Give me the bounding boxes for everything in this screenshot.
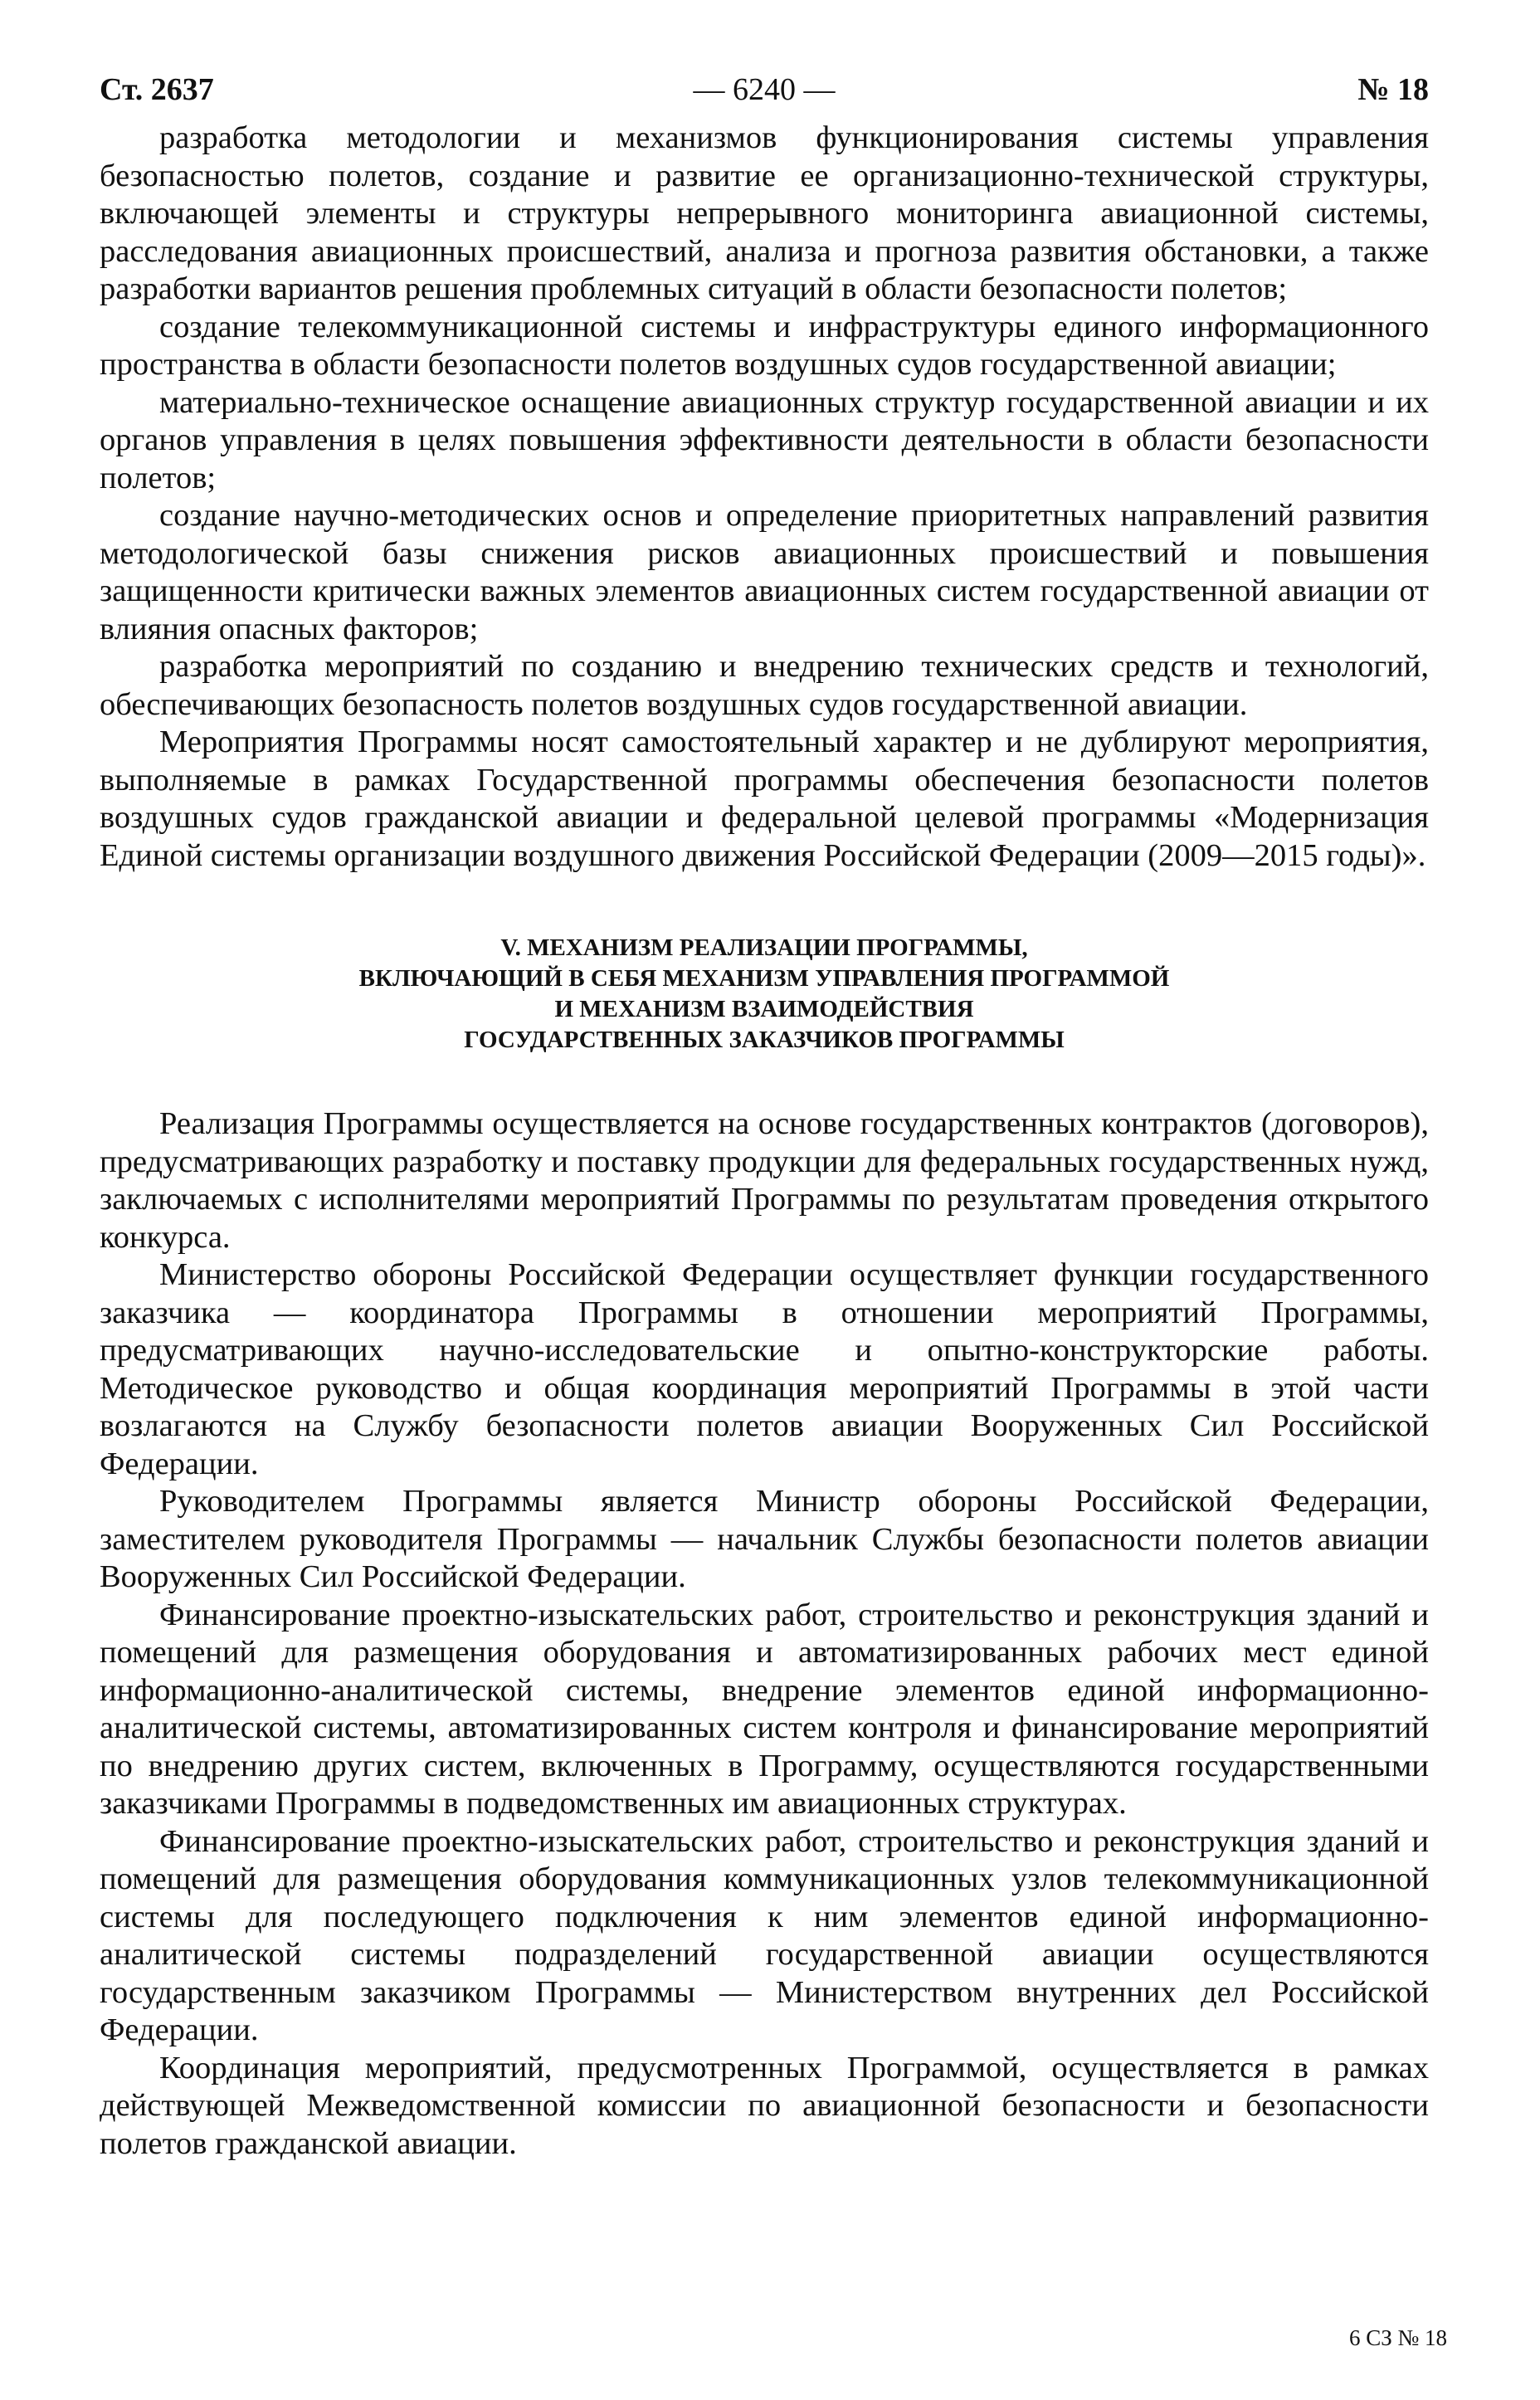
- paragraph: Реализация Программы осуществляется на основе государственных контрактов (договоров), предусматривающих разработку и поставку продукции для федеральных государственных нужд, заключаемых с исполнителями мероприятий Программы по результатам проведения открытого конкурса.: [100, 1106, 1429, 1255]
- paragraph: создание научно-методических основ и определение приоритетных направлений развития методологической базы снижения рисков авиационных происшествий и повышения защищенности критически важных элементов авиационных систем государственной авиации от влияния опасных факторов;: [100, 498, 1429, 646]
- paragraph: Финансирование проектно-изыскательских работ, строительство и реконструкция зданий и помещений для размещения оборудования и автоматизированных рабочих мест единой информационно-аналитической системы, внедрение элементов единой информационно-аналитической системы, автоматизированных систем контроля и финансирование мероприятий по внедрению других систем, включенных в Программу, осуществляются государственными заказчиками Программы в подведомственных им авиационных структурах.: [100, 1597, 1429, 1821]
- heading-line: V. МЕХАНИЗМ РЕАЛИЗАЦИИ ПРОГРАММЫ,: [500, 934, 1028, 961]
- paragraph: разработка мероприятий по созданию и внедрению технических средств и технологий, обеспечивающих безопасность полетов воздушных судов государственной авиации.: [100, 649, 1429, 722]
- paragraph: Финансирование проектно-изыскательских работ, строительство и реконструкция зданий и помещений для размещения оборудования коммуникационных узлов телекоммуникационной системы для последующего подключения к ним элементов единой информационно-аналитической системы подразделений государственной авиации осуществляются государственным заказчиком Программы — Министерством внутренних дел Российской Федерации.: [100, 1823, 1429, 2047]
- paragraph: Координация мероприятий, предусмотренных Программой, осуществляется в рамках действующей Межведомственной комиссии по авиационной безопасности и безопасности полетов гражданской авиации.: [100, 2050, 1429, 2161]
- paragraph: разработка методологии и механизмов функционирования системы управления безопасностью полетов, создание и развитие ее организационно-технической структуры, включающей элементы и структуры непрерывного мониторинга авиационной системы, расследования авиационных происшествий, анализа и прогноза развития обстановки, а также разработки вариантов решения проблемных ситуаций в области безопасности полетов;: [100, 120, 1429, 306]
- body-text: [100, 120, 1429, 2163]
- issue-number: № 18: [1357, 72, 1429, 107]
- paragraph: создание телекоммуникационной системы и инфраструктуры единого информационного пространства в области безопасности полетов воздушных судов государственной авиации;: [100, 309, 1429, 382]
- heading-line: ГОСУДАРСТВЕННЫХ ЗАКАЗЧИКОВ ПРОГРАММЫ: [464, 1027, 1065, 1053]
- paragraph: Руководителем Программы является Министр обороны Российской Федерации, заместителем руководителя Программы — начальник Службы безопасности полетов авиации Вооруженных Сил Российской Федерации.: [100, 1484, 1429, 1594]
- article-number: Ст. 2637: [100, 72, 214, 107]
- heading-line: ВКЛЮЧАЮЩИЙ В СЕБЯ МЕХАНИЗМ УПРАВЛЕНИЯ ПРОГРАММОЙ: [358, 965, 1170, 992]
- paragraph: Министерство обороны Российской Федерации осуществляет функции государственного заказчика — координатора Программы в отношении мероприятий Программы, предусматривающих научно-исследовательские и опытно-конструкторские работы. Методическое руководство и общая координация мероприятий Программы в этой части возлагаются на Службу безопасности полетов авиации Вооруженных Сил Российской Федерации.: [100, 1257, 1429, 1481]
- page-header: [100, 65, 1429, 115]
- signature-mark: 6 СЗ № 18: [1348, 2325, 1447, 2350]
- heading-line: И МЕХАНИЗМ ВЗАИМОДЕЙСТВИЯ: [554, 996, 974, 1022]
- document-page: [100, 65, 1429, 2163]
- paragraph: материально-техническое оснащение авиационных структур государственной авиации и их органов управления в целях повышения эффективности деятельности в области безопасности полетов;: [100, 384, 1429, 495]
- section-heading: [100, 933, 1429, 1056]
- page-number: — 6240 —: [693, 72, 836, 107]
- paragraph: Мероприятия Программы носят самостоятельный характер и не дублируют мероприятия, выполняемые в рамках Государственной программы обеспечения безопасности полетов воздушных судов гражданской авиации и федеральной целевой программы «Модернизация Единой системы организации воздушного движения Российской Федерации (2009—2015 годы)».: [100, 724, 1429, 873]
